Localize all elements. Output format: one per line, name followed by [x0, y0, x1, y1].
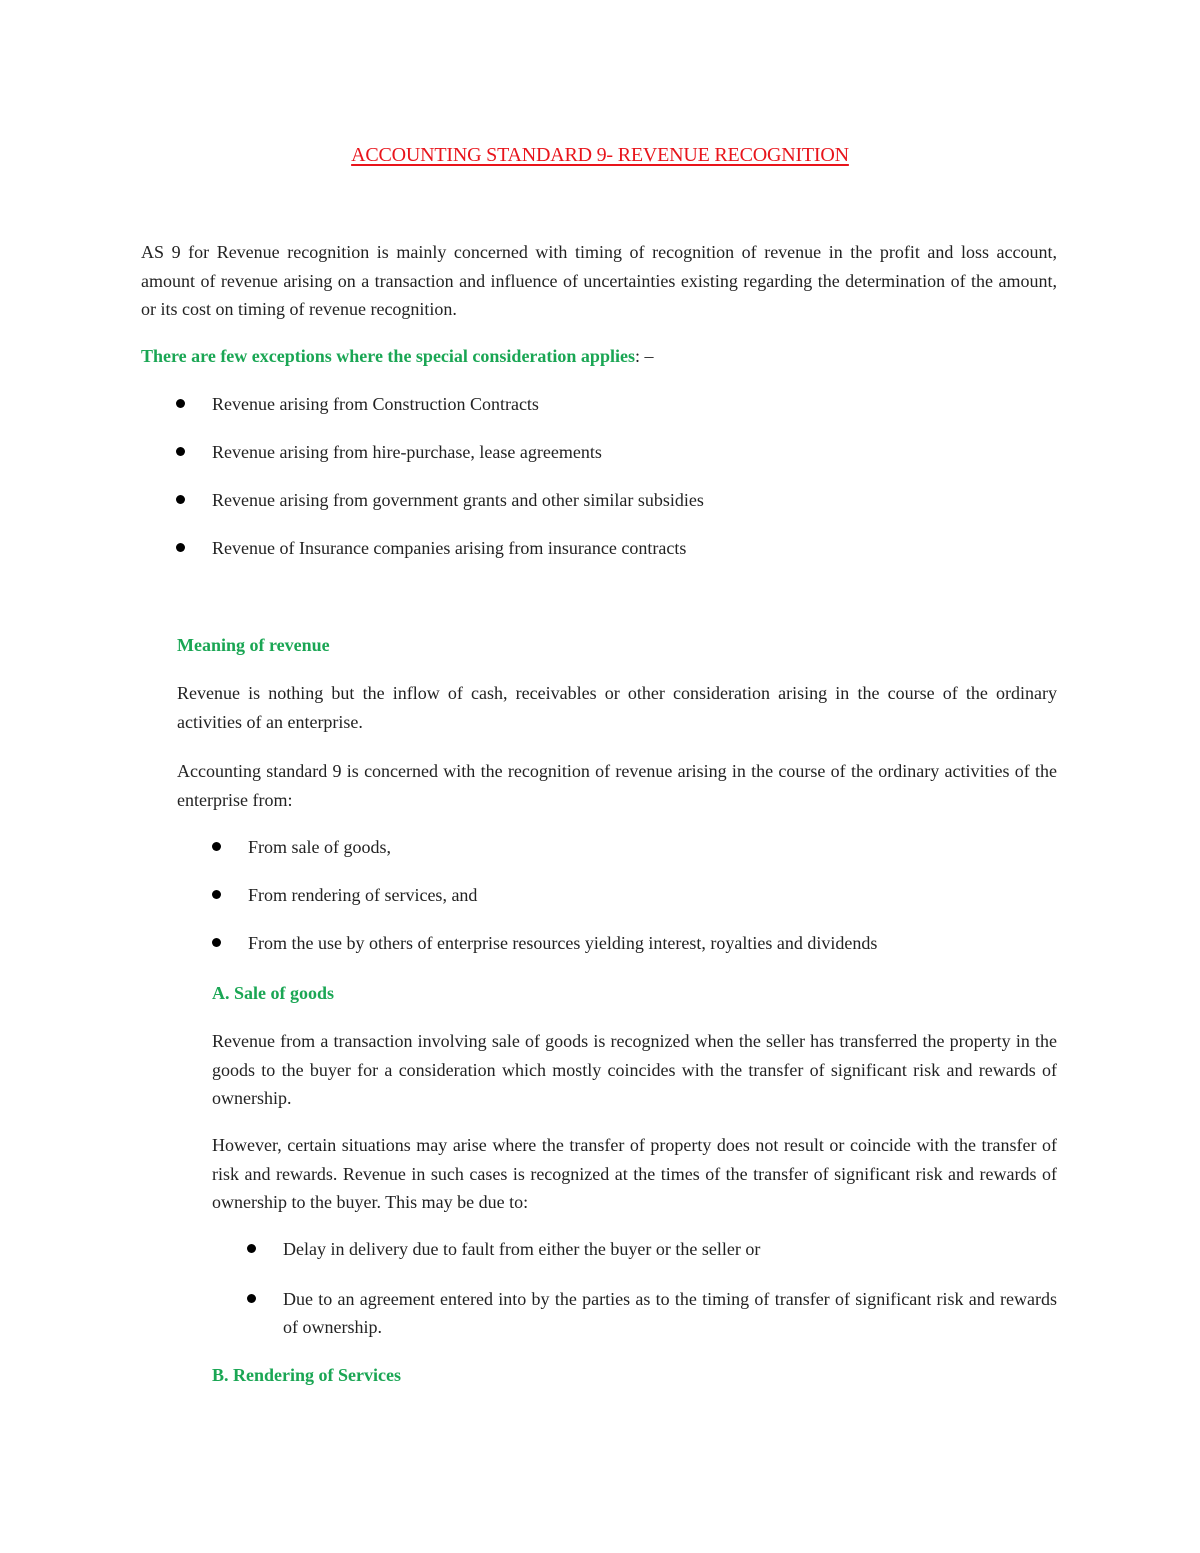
document-title: ACCOUNTING STANDARD 9- REVENUE RECOGNITION [351, 144, 849, 166]
list-item-text: Revenue of Insurance companies arising from insurance contracts [212, 538, 687, 558]
sale-of-goods-heading: A. Sale of goods [212, 983, 335, 1003]
list-item [176, 438, 1056, 467]
risk-transfer-list [247, 1235, 1057, 1342]
meaning-paragraph-2: Accounting standard 9 is concerned with the recognition of revenue arising in the course of the ordinary activities of the enterprise from: [177, 761, 1057, 810]
list-item [212, 929, 1057, 958]
list-item [247, 1235, 1057, 1264]
bullet-icon [176, 399, 185, 408]
exceptions-list [176, 390, 1056, 563]
exceptions-heading-suffix: : – [634, 346, 654, 366]
sale-of-goods-paragraph-2: However, certain situations may arise where the transfer of property does not result or coincide with the transfer of risk and rewards. Revenue in such cases is recognized at the times of the transfer of significant risk and rewards of ownership to the buyer. This may be due to: [212, 1135, 1057, 1212]
list-item [247, 1285, 1057, 1342]
revenue-sources-list [212, 833, 1057, 958]
list-item [212, 881, 1057, 910]
bullet-icon [176, 447, 185, 456]
meaning-paragraph-1: Revenue is nothing but the inflow of cash, receivables or other consideration arising in the course of the ordinary activities of an enterprise. [177, 683, 1057, 732]
bullet-icon [212, 938, 221, 947]
exceptions-heading [141, 342, 1057, 371]
list-item [176, 486, 1056, 515]
exceptions-heading-text: There are few exceptions where the special consideration applies [141, 346, 635, 366]
list-item [212, 833, 1057, 862]
list-item-text: Due to an agreement entered into by the parties as to the timing of transfer of significant risk and rewards of ownership. [283, 1288, 1057, 1337]
bullet-icon [176, 495, 185, 504]
list-item-text: Revenue arising from Construction Contracts [212, 394, 539, 414]
list-item-text: Revenue arising from government grants and other similar subsidies [212, 490, 704, 510]
list-item-text: Delay in delivery due to fault from either the buyer or the seller or [283, 1239, 761, 1259]
list-item-text: From sale of goods, [248, 837, 391, 857]
bullet-icon [212, 842, 221, 851]
intro-paragraph: AS 9 for Revenue recognition is mainly concerned with timing of recognition of revenue in the profit and loss account, amount of revenue arising on a transaction and influence of uncertainties existing regarding the determination of the amount, or its cost on timing of revenue recognition. [141, 242, 1057, 319]
list-item-text: From rendering of services, and [248, 885, 478, 905]
list-item-text: Revenue arising from hire-purchase, lease agreements [212, 442, 602, 462]
sale-of-goods-paragraph-1: Revenue from a transaction involving sale of goods is recognized when the seller has transferred the property in the goods to the buyer for a consideration which mostly coincides with the transfer of significant risk and rewards of ownership. [212, 1031, 1057, 1108]
bullet-icon [247, 1244, 256, 1253]
bullet-icon [176, 543, 185, 552]
list-item [176, 534, 1056, 563]
list-item-text: From the use by others of enterprise resources yielding interest, royalties and dividends [248, 933, 878, 953]
meaning-heading: Meaning of revenue [177, 635, 330, 655]
bullet-icon [247, 1294, 256, 1303]
list-item [176, 390, 1056, 419]
rendering-services-heading: B. Rendering of Services [212, 1365, 401, 1385]
bullet-icon [212, 890, 221, 899]
